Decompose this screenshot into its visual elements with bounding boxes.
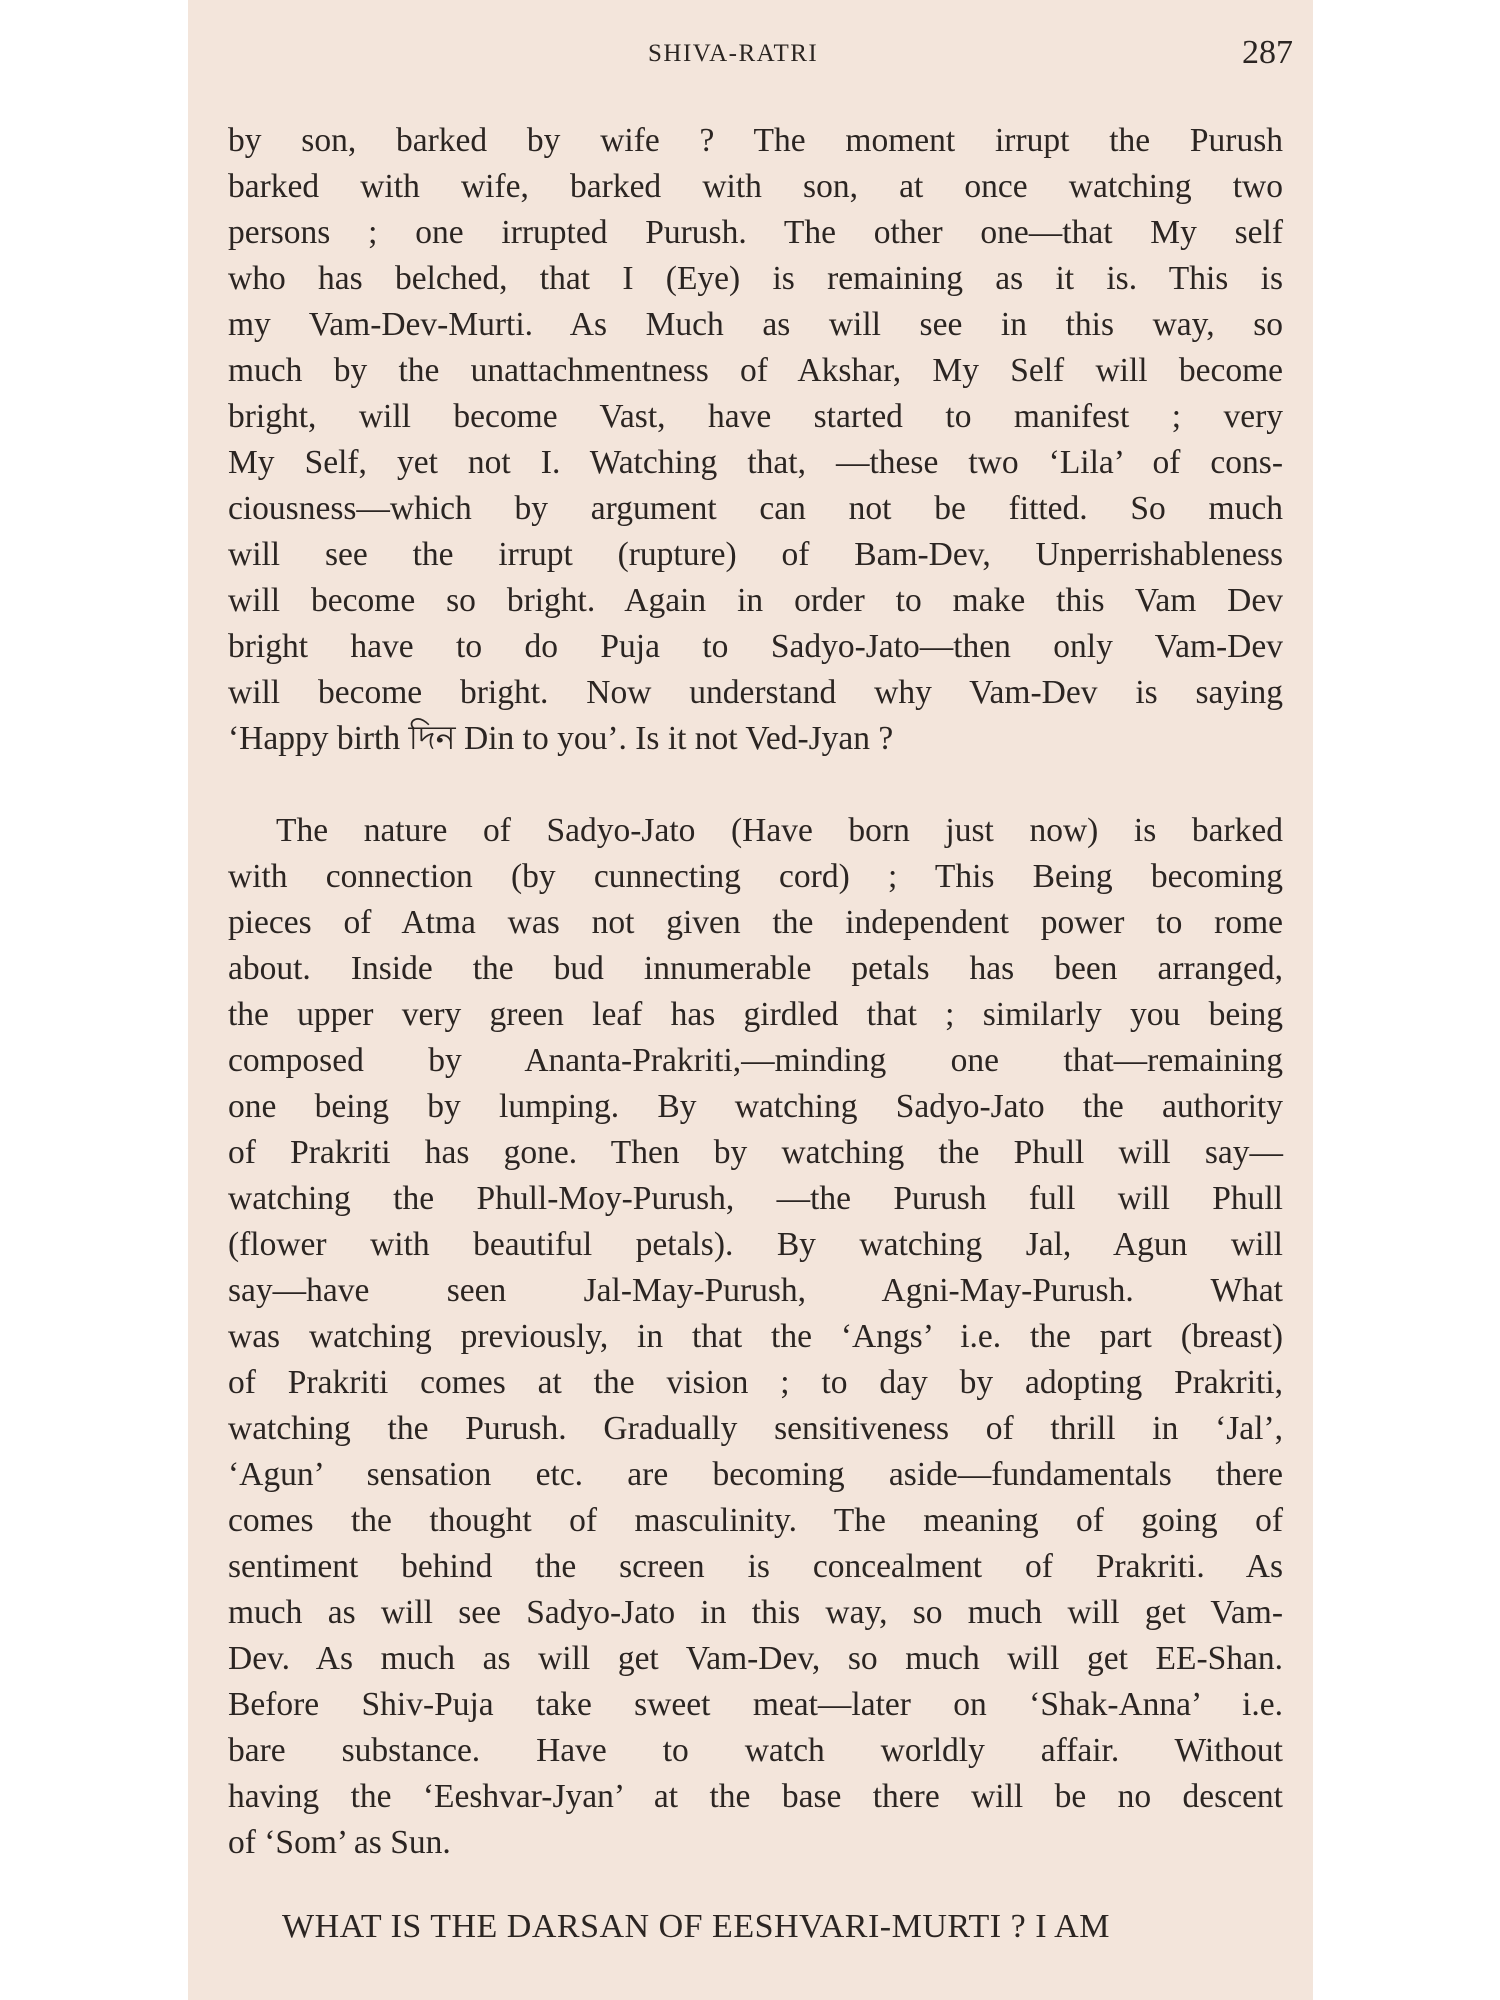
paragraph-1 (228, 118, 1283, 762)
text-line: bright have to do Puja to Sadyo-Jato—then only Vam-Dev (228, 628, 1283, 665)
book-page (188, 0, 1313, 2000)
text-line: by son, barked by wife ? The moment irrupt the Purush (228, 122, 1283, 159)
text-line: The nature of Sadyo-Jato (Have born just now) is barked (276, 812, 1283, 849)
body-text (228, 118, 1283, 1866)
text-line: bare substance. Have to watch worldly affair. Without (228, 1732, 1283, 1769)
text-line: of Prakriti comes at the vision ; to day by adopting Prakriti, (228, 1364, 1283, 1401)
text-line: bright, will become Vast, have started to manifest ; very (228, 398, 1283, 435)
text-line: (flower with beautiful petals). By watching Jal, Agun will (228, 1226, 1283, 1263)
section-heading: WHAT IS THE DARSAN OF EESHVARI-MURTI ? I AM (282, 1908, 1110, 1945)
text-line: composed by Ananta-Prakriti,—minding one that—remaining (228, 1042, 1283, 1079)
text-line: my Vam-Dev-Murti. As Much as will see in this way, so (228, 306, 1283, 343)
running-head (188, 34, 1313, 74)
running-title: SHIVA-RATRI (648, 40, 819, 67)
text-line: watching the Purush. Gradually sensitiveness of thrill in ‘Jal’, (228, 1410, 1283, 1447)
text-line: having the ‘Eeshvar-Jyan’ at the base there will be no descent (228, 1778, 1283, 1815)
text-line: comes the thought of masculinity. The meaning of going of (228, 1502, 1283, 1539)
text-line: persons ; one irrupted Purush. The other one—that My self (228, 214, 1283, 251)
text-line: who has belched, that I (Eye) is remaining as it is. This is (228, 260, 1283, 297)
text-line: the upper very green leaf has girdled that ; similarly you being (228, 996, 1283, 1033)
text-line: My Self, yet not I. Watching that, —these two ‘Lila’ of cons- (228, 444, 1283, 481)
text-line: ‘Happy birth দিন Din to you’. Is it not Ved-Jyan ? (228, 720, 894, 757)
text-line: one being by lumping. By watching Sadyo-Jato the authority (228, 1088, 1283, 1125)
text-line: of Prakriti has gone. Then by watching the Phull will say— (228, 1134, 1283, 1171)
text-line: was watching previously, in that the ‘Angs’ i.e. the part (breast) (228, 1318, 1283, 1355)
text-line: about. Inside the bud innumerable petals has been arranged, (228, 950, 1283, 987)
text-line: pieces of Atma was not given the independent power to rome (228, 904, 1283, 941)
text-line: will become so bright. Again in order to make this Vam Dev (228, 582, 1283, 619)
text-line: Dev. As much as will get Vam-Dev, so much will get EE-Shan. (228, 1640, 1283, 1677)
text-line: ‘Agun’ sensation etc. are becoming aside—fundamentals there (228, 1456, 1283, 1493)
text-line: much as will see Sadyo-Jato in this way, so much will get Vam- (228, 1594, 1283, 1631)
text-line: with connection (by cunnecting cord) ; This Being becoming (228, 858, 1283, 895)
text-line: say—have seen Jal-May-Purush, Agni-May-Purush. What (228, 1272, 1283, 1309)
text-line: barked with wife, barked with son, at once watching two (228, 168, 1283, 205)
text-line: of ‘Som’ as Sun. (228, 1824, 451, 1861)
text-line: sentiment behind the screen is concealment of Prakriti. As (228, 1548, 1283, 1585)
paragraph-2 (228, 808, 1283, 1866)
text-line: Before Shiv-Puja take sweet meat—later on ‘Shak-Anna’ i.e. (228, 1686, 1283, 1723)
text-line: ciousness—which by argument can not be fitted. So much (228, 490, 1283, 527)
page-number: 287 (1242, 34, 1293, 71)
paragraph-spacer (228, 762, 1283, 808)
text-line: watching the Phull-Moy-Purush, —the Purush full will Phull (228, 1180, 1283, 1217)
text-line: will become bright. Now understand why Vam-Dev is saying (228, 674, 1283, 711)
text-line: much by the unattachmentness of Akshar, My Self will become (228, 352, 1283, 389)
text-line: will see the irrupt (rupture) of Bam-Dev, Unperrishableness (228, 536, 1283, 573)
